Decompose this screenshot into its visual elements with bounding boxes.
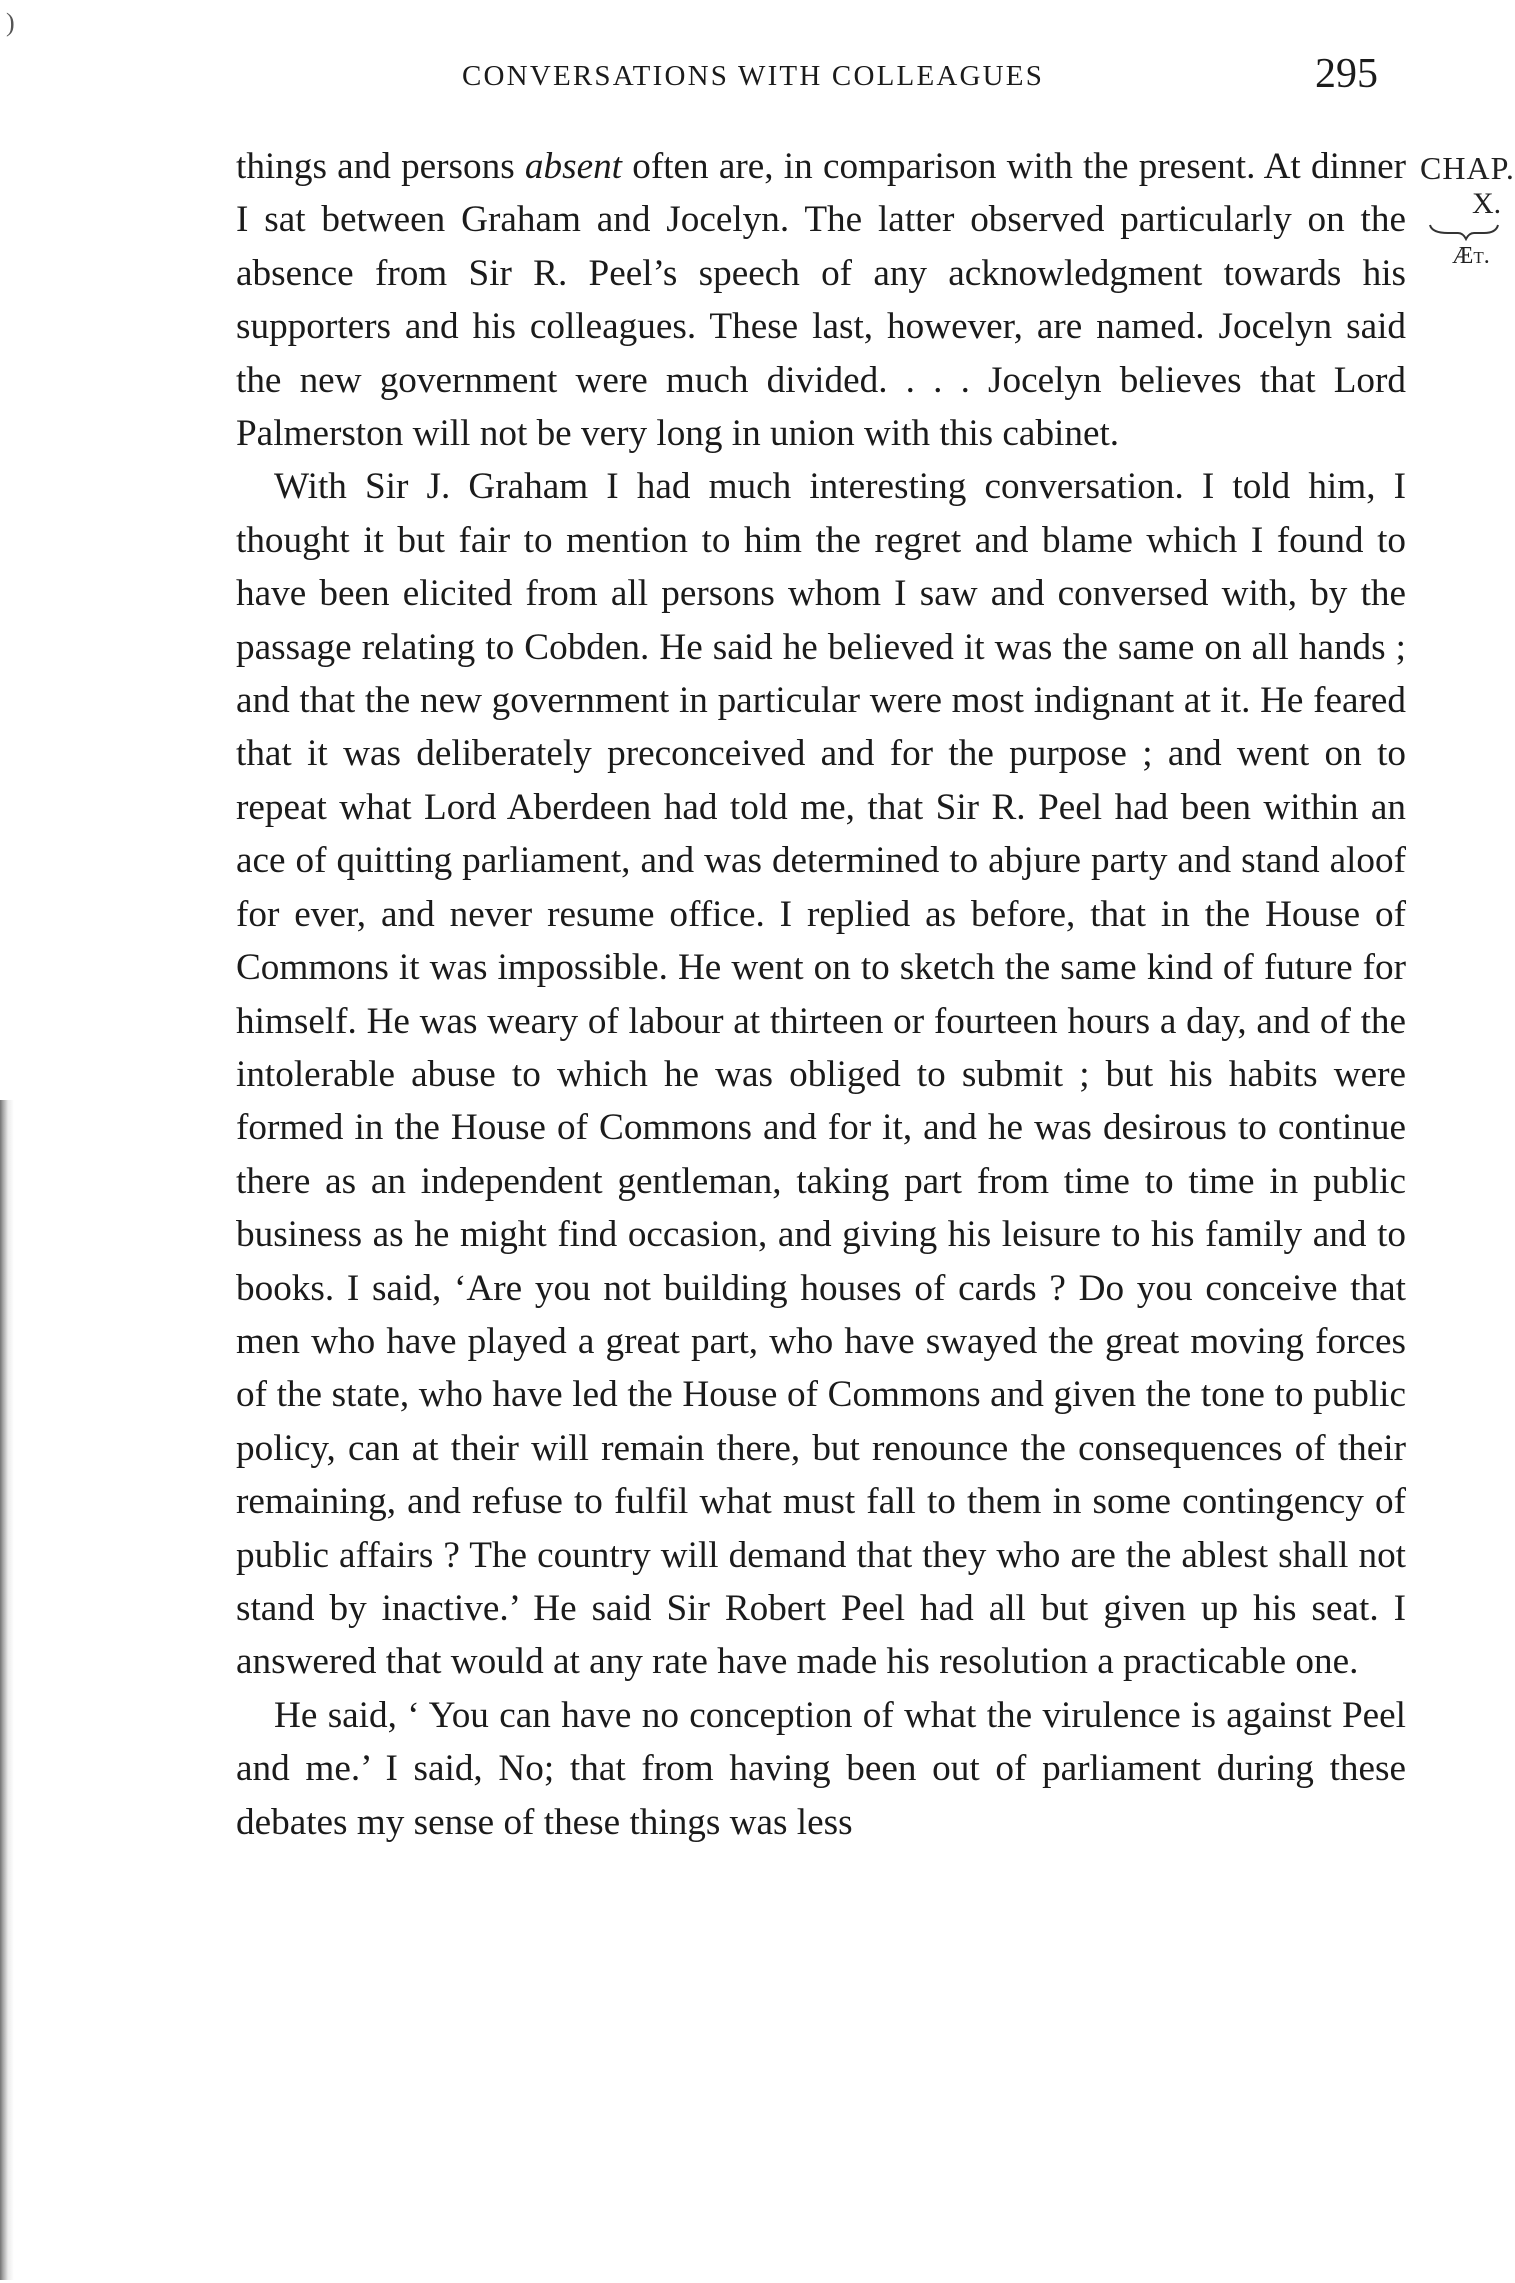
paragraph — [236, 140, 1406, 460]
running-head — [236, 48, 1406, 108]
margin-note — [1420, 150, 1515, 270]
edge-mark: ) — [6, 8, 15, 37]
text-run: With Sir J. Graham I had much interesting conversation. I told him, I thought it but fair to mention to him the regret and blame which I found to have been elicited from all persons whom I saw and conversed with, by the passage relating to Cobden. He said he believed it was the same on all hands ; and that the new government in particular were most indignant at it. He feared that it was deliberately preconceived and for the purpose ; and went on to repeat what Lord Aberdeen had told me, that Sir R. Peel had been within an ace of quitting parliament, and was determined to abjure party and stand aloof for ever, and never resume office. I replied as before, that in the House of Commons it was impossible. He went on to sketch the same kind of future for himself. He was weary of labour at thirteen or fourteen hours a day, and of the intolerable abuse to which he was obliged to submit ; but his habits were formed in the House of Commons and for it, and he was desirous to continue there as an independent gentleman, taking part from time to time in public business as he might find occasion, and giving his leisure to his family and to books. I said, ‘Are you not building houses of cards ? Do you conceive that men who have played a great part, who have swayed the great moving forces of the state, who have led the House of Commons and given the tone to public policy, can at their will remain there, but renounce the consequences of their remaining, and refuse to fulfil what must fall to them in some contingency of public affairs ? The country will demand that they who are the ablest shall not stand by inactive.’ He said Sir Robert Peel had all but given up his seat. I answered that would at any rate have made his resolution a practicable one. — [236, 466, 1406, 1683]
margin-aet-label: Æt. — [1452, 243, 1490, 269]
text-run: things and persons — [236, 146, 525, 187]
page-number: 295 — [1315, 51, 1378, 97]
italic-text: absent — [524, 146, 623, 187]
margin-brace — [1428, 223, 1498, 241]
text-run: often are, in comparison with the present. At dinner I sat between Graham and Jocelyn. The latter observed particularly on the absence from Sir R. Peel’s speech of any acknowledgment towards his supporters and his colleagues. These last, however, are named. Jocelyn said the new government were much divided. . . . Jocelyn believes that Lord Palmerston will not be very long in union with this cabinet. — [236, 146, 1406, 455]
binding-shadow — [0, 1100, 14, 2280]
running-title: CONVERSATIONS WITH COLLEAGUES — [462, 60, 1045, 92]
margin-chapter-label: CHAP. — [1420, 150, 1515, 186]
paragraph — [236, 460, 1406, 1688]
paragraph — [236, 1689, 1406, 1849]
margin-chapter-number: X. — [1472, 187, 1502, 220]
body-text — [236, 140, 1406, 1849]
text-run: He said, ‘ You can have no conception of what the virulence is against Peel and me.’ I said, No; that from having been out of parliament during these debates my sense of these things was less — [236, 1694, 1406, 1843]
